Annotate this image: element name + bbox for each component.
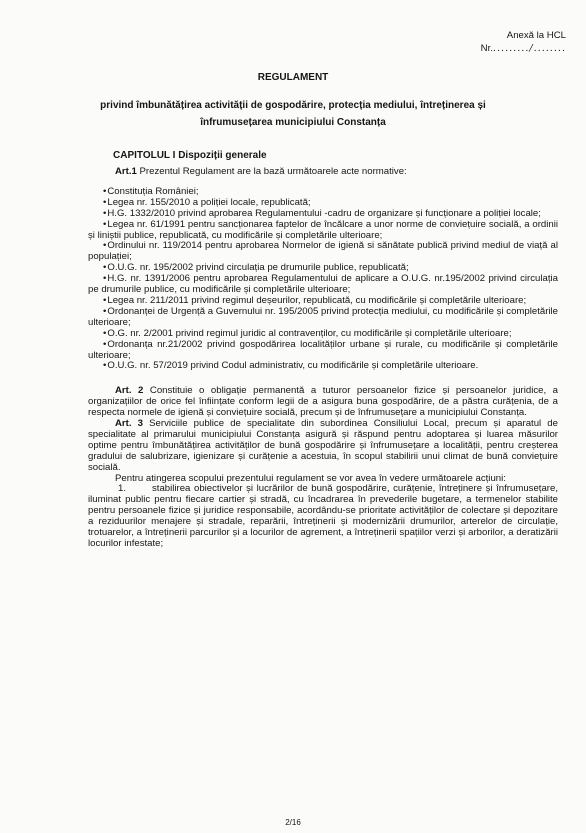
list-item: • O.U.G. nr. 57/2019 privind Codul administrativ, cu modificările și completările ulterioare. (88, 361, 558, 372)
article-1-intro (88, 167, 558, 178)
subtitle-line-1: privind îmbunătățirea activității de gospodărire, protecția mediului, întreținerea și (100, 100, 486, 111)
legal-acts-list (88, 187, 558, 372)
article-3-text: Serviciile publice de specialitate din subordinea Consiliului Local, precum și aparatul de specialitate al primarului municipiului Constanța asigură și răspund pentru adoptarea și luarea măsurilor optime pentru îmbunătățirea activităților de bună gospodărire și înfrumusețare a localității, pentru creșterea gradului de salubrizare, igienizare și curățenie a acestuia, în scopul stabilirii unui climat de bună conviețuire socială. (88, 418, 558, 473)
document-title: REGULAMENT (257, 72, 329, 83)
list-item: • Ordinului nr. 119/2014 pentru aprobarea Normelor de igienă si sănătate publică privind mediul de viață al populației; (88, 241, 558, 263)
annex-number-label: Nr. (480, 43, 493, 54)
list-item: • Ordonanța nr.21/2002 privind gospodărirea localităților urbane și rurale, cu modificările și completările ulterioare; (88, 340, 558, 362)
list-item: • H.G. 1332/2010 privind aprobarea Regulamentului -cadru de organizare și funcționare a poliției locale; (88, 209, 558, 220)
article-1-text: Prezentul Regulament are la bază următoarele acte normative: (139, 166, 407, 177)
actions-intro: Pentru atingerea scopului prezentului regulament se vor avea în vedere următoarele acțiuni: (115, 472, 506, 484)
action-item-number: 1. (118, 483, 127, 495)
list-item: • O.G. nr. 2/2001 privind regimul juridic al contravenților, cu modificările și completările ulterioare; (88, 329, 558, 340)
annex-number (481, 42, 566, 55)
annex-label: Anexă la HCL (506, 30, 566, 41)
chapter-heading: CAPITOLUL I Dispoziții generale (113, 150, 267, 161)
action-item-text: stabilirea obiectivelor și lucrărilor de bună gospodărire, curățenie, întreținere și înfrumusețare, iluminat public pentru fiecare cartier și stradă, cu încadrarea în prevederile bugetare, a termenelor stabilite pentru persoanele fizice și juridice responsabile, acordându-se prioritate activităților de colectare și depozitare a reziduurilor menajere și stradale, reparării, întreținerii și modernizării drumurilor, arterelor de circulație, trotuarelor, a întreținerii parcurilor și a locurilor de agrement, a întreținerii spațiilor verzi și arborilor, a deratizării locurilor infestate; (88, 483, 558, 549)
list-item: • Legea nr. 155/2010 a poliției locale, republicată; (88, 198, 558, 209)
article-2 (88, 386, 558, 419)
article-2-label: Art. 2 (115, 385, 144, 397)
document-body (88, 167, 558, 550)
annex-number-handwritten: ........./........ (492, 43, 566, 54)
list-item: • Legea nr. 61/1991 pentru sancționarea faptelor de încălcare a unor norme de conviețuire socială, a ordinii și liniștii publice, republicată, cu modificările și completările ulterioare; (88, 220, 558, 242)
annex-header (481, 29, 566, 55)
article-3 (88, 419, 558, 474)
article-2-text: Constituie o obligație permanentă a tuturor persoanelor fizice și persoanelor juridice, a organizațiilor de orice fel înființate conform legii de a asigura buna gospodărire, de a păstra curățenia, de a respecta normele de igienă și conviețuire socială, precum și de înfrumusețare a municipiului Constanța. (88, 385, 558, 419)
article-3-label: Art. 3 (115, 418, 143, 430)
list-item: • Ordonanței de Urgență a Guvernului nr. 195/2005 privind protecția mediului, cu modificările și completările ulterioare; (88, 307, 558, 329)
list-item: • Constituția României; (88, 187, 558, 198)
list-item: • Legea nr. 211/2011 privind regimul deșeurilor, republicată, cu modificările și completările ulterioare; (88, 296, 558, 307)
article-1-label: Art.1 (115, 166, 137, 177)
action-item-1 (88, 484, 558, 549)
subtitle-line-2: înfrumusețarea municipiului Constanța (200, 117, 386, 128)
list-item: • H.G. nr. 1391/2006 pentru aprobarea Regulamentului de aplicare a O.U.G. nr.195/2002 privind circulația pe drumurile publice, cu modificările și completările ulterioare; (88, 274, 558, 296)
list-item: • O.U.G. nr. 195/2002 privind circulația pe drumurile publice, republicată; (88, 263, 558, 274)
document-subtitle (0, 97, 586, 131)
page-number: 2/16 (285, 818, 301, 827)
